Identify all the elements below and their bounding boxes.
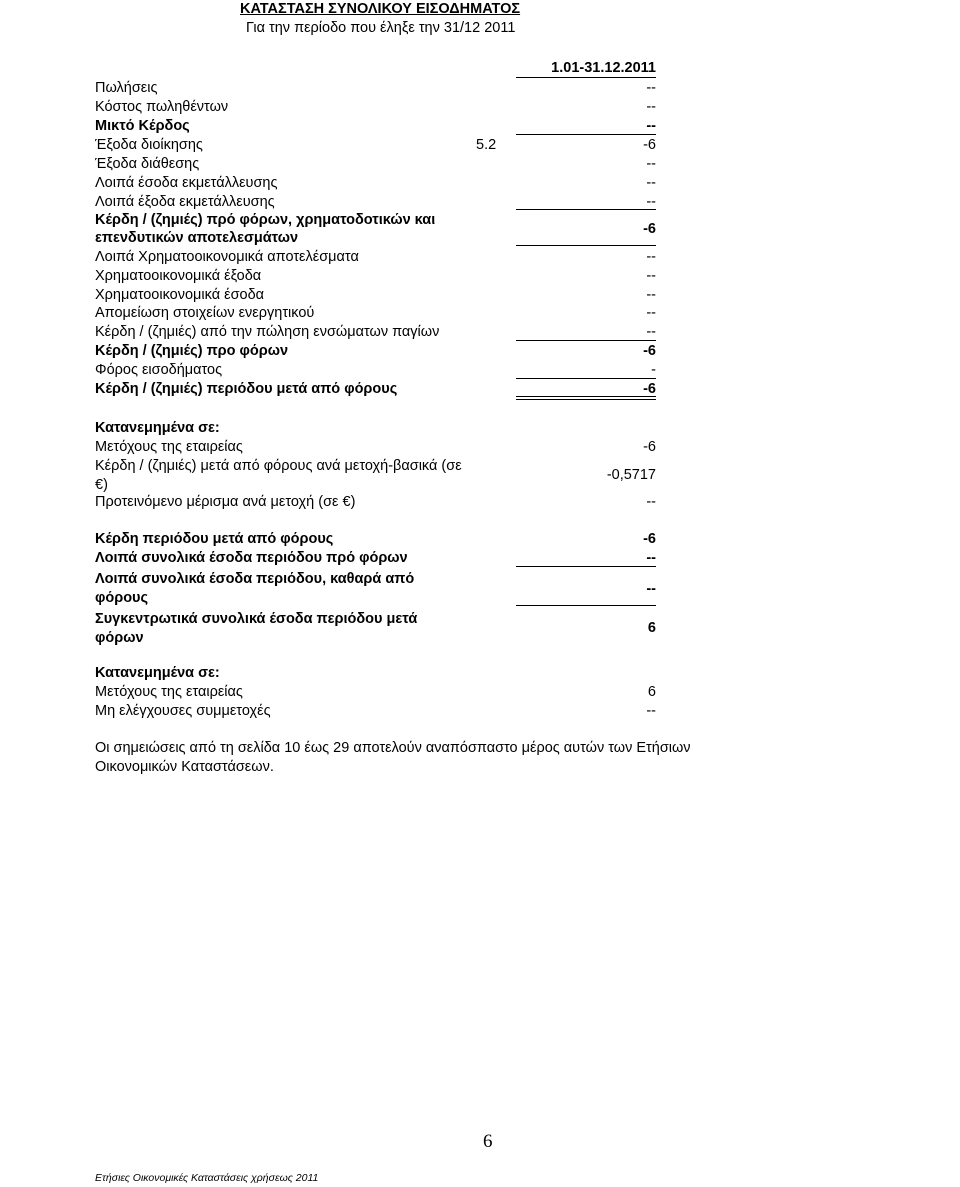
total-ci-value: 6 [647, 620, 656, 636]
allocation2-shareholders-value: 6 [647, 684, 656, 700]
eps-value: -0,5717 [606, 467, 656, 483]
page-footer-text: Ετήσιες Οικονομικές Καταστάσεις χρήσεως 2011 [95, 1172, 319, 1184]
operating-rule [516, 209, 656, 210]
oci-net-rule [516, 605, 656, 606]
row-ebit-label-line2: επενδυτικών αποτελεσμάτων [95, 230, 299, 246]
row-profit-after-tax-label: Κέρδη / (ζημιές) περιόδου μετά από φόρους [95, 381, 398, 397]
header-rule [516, 77, 656, 78]
row-gain-on-disposal-label: Κέρδη / (ζημιές) από την πώληση ενσώματων παγίων [95, 324, 440, 340]
ci-profit-after-tax-value: -6 [643, 531, 656, 547]
row-other-operating-income-value: -- [646, 175, 656, 191]
total-ci-label-line1: Συγκεντρωτικά συνολικά έσοδα περιόδου μετά [95, 611, 418, 627]
row-gross-profit-label: Μικτό Κέρδος [95, 118, 190, 134]
oci-before-tax-label: Λοιπά συνολικά έσοδα περιόδου πρό φόρων [95, 550, 408, 566]
pbt-rule [516, 340, 656, 341]
row-ebit-label-line1: Κέρδη / (ζημιές) πρό φόρων, χρηματοδοτικών και [95, 212, 436, 228]
allocation1-shareholders-value: -6 [643, 439, 656, 455]
oci-before-tax-value: -- [646, 550, 656, 566]
row-cost-of-sales-value: -- [646, 99, 656, 115]
row-financial-income-value: -- [646, 287, 656, 303]
row-profit-before-tax-value: -6 [643, 343, 656, 359]
pat-double-rule-bottom [516, 399, 656, 400]
row-profit-after-tax-value: -6 [643, 381, 656, 397]
row-financial-income-label: Χρηματοοικονομικά έσοδα [95, 287, 265, 303]
ebit-rule [516, 245, 656, 246]
row-other-operating-expenses-value: -- [646, 194, 656, 210]
statement-title: ΚΑΤΑΣΤΑΣΗ ΣΥΝΟΛΙΚΟΥ ΕΙΣΟΔΗΜΑΤΟΣ [240, 1, 521, 17]
footnote-line1: Οι σημειώσεις από τη σελίδα 10 έως 29 αποτελούν αναπόσπαστο μέρος αυτών των Ετήσιων [95, 740, 691, 756]
oci-net-label-line1: Λοιπά συνολικά έσοδα περιόδου, καθαρά από [95, 571, 415, 587]
total-ci-label-line2: φόρων [95, 630, 144, 646]
footnote-line2: Οικονομικών Καταστάσεων. [95, 759, 274, 775]
row-income-tax-label: Φόρος εισοδήματος [95, 362, 223, 378]
pat-double-rule-top [516, 396, 656, 397]
row-other-financial-results-value: -- [646, 249, 656, 265]
row-other-operating-expenses-label: Λοιπά έξοδα εκμετάλλευσης [95, 194, 275, 210]
eps-label-line2: €) [95, 477, 108, 493]
row-sales-label: Πωλήσεις [95, 80, 158, 96]
row-selling-expenses-label: Έξοδα διάθεσης [95, 156, 200, 172]
tax-rule [516, 378, 656, 379]
page-number: 6 [483, 1131, 493, 1152]
allocation2-shareholders-label: Μετόχους της εταιρείας [95, 684, 243, 700]
statement-subtitle: Για την περίοδο που έληξε την 31/12 2011 [246, 20, 516, 36]
dividend-value: -- [646, 494, 656, 510]
row-admin-expenses-note: 5.2 [476, 137, 497, 153]
row-income-tax-value: - [651, 362, 656, 378]
oci-net-value: -- [646, 581, 656, 597]
row-other-operating-income-label: Λοιπά έσοδα εκμετάλλευσης [95, 175, 278, 191]
row-financial-expenses-label: Χρηματοοικονομικά έξοδα [95, 268, 262, 284]
dividend-label: Προτεινόμενο μέρισμα ανά μετοχή (σε €) [95, 494, 356, 510]
row-impairment-label: Απομείωση στοιχείων ενεργητικού [95, 305, 315, 321]
row-cost-of-sales-label: Κόστος πωληθέντων [95, 99, 229, 115]
gross-profit-rule [516, 134, 656, 135]
allocation2-heading: Κατανεμημένα σε: [95, 665, 220, 681]
row-gross-profit-value: -- [646, 118, 656, 134]
row-financial-expenses-value: -- [646, 268, 656, 284]
row-admin-expenses-value: -6 [643, 137, 656, 153]
row-selling-expenses-value: -- [646, 156, 656, 172]
row-admin-expenses-label: Έξοδα διοίκησης [95, 137, 203, 153]
row-sales-value: -- [646, 80, 656, 96]
oci-rule [516, 566, 656, 567]
row-profit-before-tax-label: Κέρδη / (ζημιές) προ φόρων [95, 343, 289, 359]
allocation2-minority-value: -- [646, 703, 656, 719]
allocation1-heading: Κατανεμημένα σε: [95, 420, 220, 436]
period-column-header: 1.01-31.12.2011 [551, 60, 656, 76]
ci-profit-after-tax-label: Κέρδη περιόδου μετά από φόρους [95, 531, 334, 547]
row-gain-on-disposal-value: -- [646, 324, 656, 340]
row-impairment-value: -- [646, 305, 656, 321]
allocation1-shareholders-label: Μετόχους της εταιρείας [95, 439, 243, 455]
row-other-financial-results-label: Λοιπά Χρηματοοικονομικά αποτελέσματα [95, 249, 359, 265]
allocation2-minority-label: Μη ελέγχουσες συμμετοχές [95, 703, 271, 719]
oci-net-label-line2: φόρους [95, 590, 149, 606]
eps-label-line1: Κέρδη / (ζημιές) μετά από φόρους ανά μετοχή-βασικά (σε [95, 458, 462, 474]
row-ebit-value: -6 [643, 221, 656, 237]
